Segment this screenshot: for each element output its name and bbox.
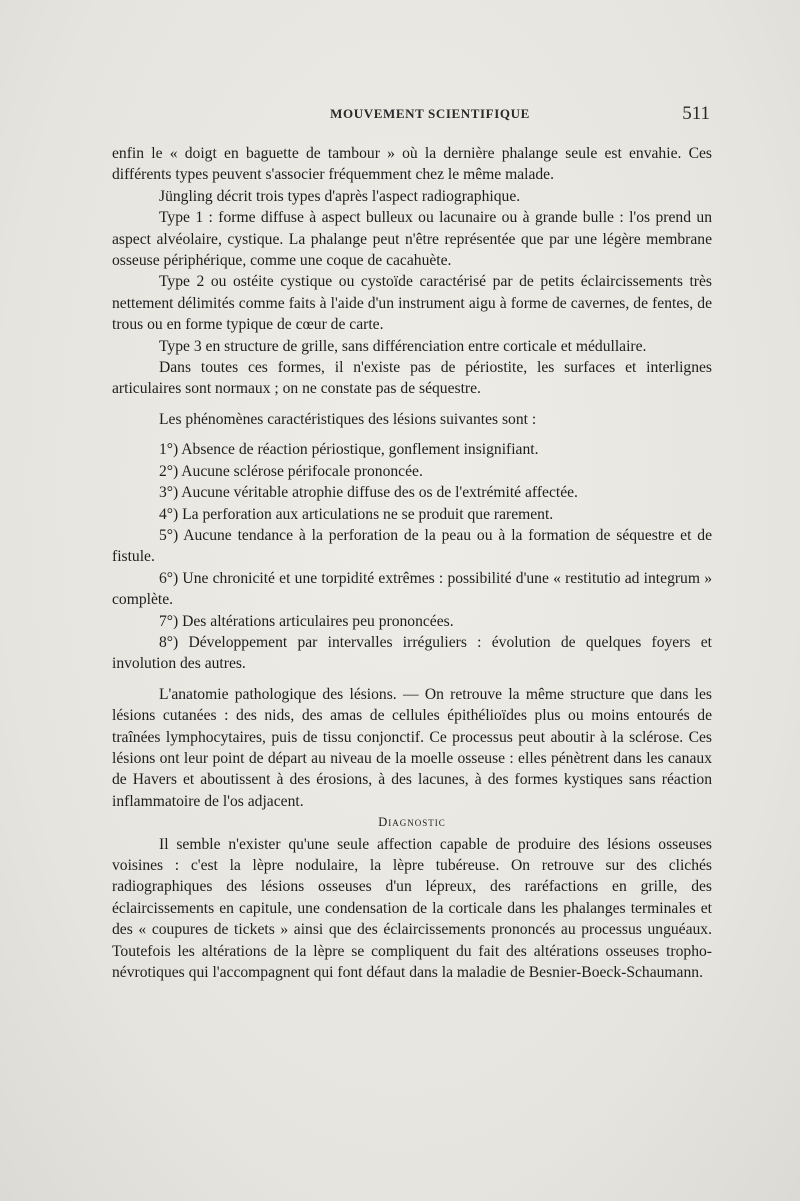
section-heading-diagnostic: Diagnostic (378, 815, 446, 830)
body-text (112, 143, 712, 983)
paragraph-type-3: Type 3 en structure de grille, sans différenciation entre corticale et médullaire. (159, 337, 647, 355)
list-item: 8°) Développement par intervalles irréguliers : évolution de quelques foyers et involution des autres. (112, 633, 712, 673)
list-item: 2°) Aucune sclérose périfocale prononcée. (159, 462, 423, 480)
running-head (150, 103, 710, 126)
list-item: 7°) Des altérations articulaires peu prononcées. (159, 612, 454, 630)
paragraph-jungling: Jüngling décrit trois types d'après l'aspect radiographique. (159, 187, 521, 205)
list-item: 4°) La perforation aux articulations ne se produit que rarement. (159, 505, 554, 523)
paragraph-no-periostitis: Dans toutes ces formes, il n'existe pas de périostite, les surfaces et interlignes articulaires sont normaux ; on ne constate pas de séquestre. (112, 359, 712, 398)
list-item: 1°) Absence de réaction périostique, gonflement insignifiant. (159, 441, 539, 459)
paragraph-continuation: enfin le « doigt en baguette de tambour » où la dernière phalange seule est envahie. Ces différents types peuvent s'associer fréquemment chez le même malade. (112, 145, 712, 184)
page-number: 511 (682, 103, 710, 124)
list-item: 6°) Une chronicité et une torpidité extrêmes : possibilité d'une « restitutio ad integrum » complète. (112, 569, 712, 609)
paragraph-type-2: Type 2 ou ostéite cystique ou cystoïde caractérisé par de petits éclaircissements très nettement délimités comme faits à l'aide d'un instrument aigu à forme de cavernes, de fentes, de trous ou en forme typique de cœur de carte. (112, 273, 712, 334)
list-item: 3°) Aucune véritable atrophie diffuse des os de l'extrémité affectée. (159, 484, 578, 502)
paragraph-anatomy: L'anatomie pathologique des lésions. — On retrouve la même structure que dans les lésions cutanées : des nids, des amas de cellules épithélioïdes plus ou moins entourés de traînées lymphocytaires, puis de tissu conjonctif. Ce processus peut aboutir à la sclérose. Ces lésions ont leur point de départ au niveau de la moelle osseuse : elles pénètrent dans les canaux de Havers et aboutissent à des érosions, à des lacunes, à des formes kystiques sans réaction inflammatoire de l'os adjacent. (112, 685, 712, 810)
paragraph-diagnostic: Il semble n'exister qu'une seule affection capable de produire des lésions osseuses voisines : c'est la lèpre nodulaire, la lèpre tubéreuse. On retrouve sur des clichés radiographiques des lésions osseuses d'un lépreux, des raréfactions en grille, des éclaircissements en capitule, une condensation de la corticale dans les phalanges terminales et des « coupures de tickets » ainsi que des éclaircissements prononcés au processus unguéaux. Toutefois les altérations de la lèpre se compliquent du fait des altérations osseuses tropho-névrotiques qui l'accompagnent qui font défaut dans la maladie de Besnier-Boeck-Schaumann. (112, 835, 712, 982)
paragraph-type-1: Type 1 : forme diffuse à aspect bulleux ou lacunaire ou à grande bulle : l'os prend un aspect alvéolaire, cystique. La phalange peut n'être représentée que par une légère membrane osseuse périphérique, comme une coque de cacahuète. (112, 209, 712, 270)
list-item: 5°) Aucune tendance à la perforation de la peau ou à la formation de séquestre et de fistule. (112, 526, 712, 566)
running-title: MOUVEMENT SCIENTIFIQUE (330, 106, 530, 121)
paragraph-list-intro: Les phénomènes caractéristiques des lésions suivantes sont : (159, 410, 537, 428)
